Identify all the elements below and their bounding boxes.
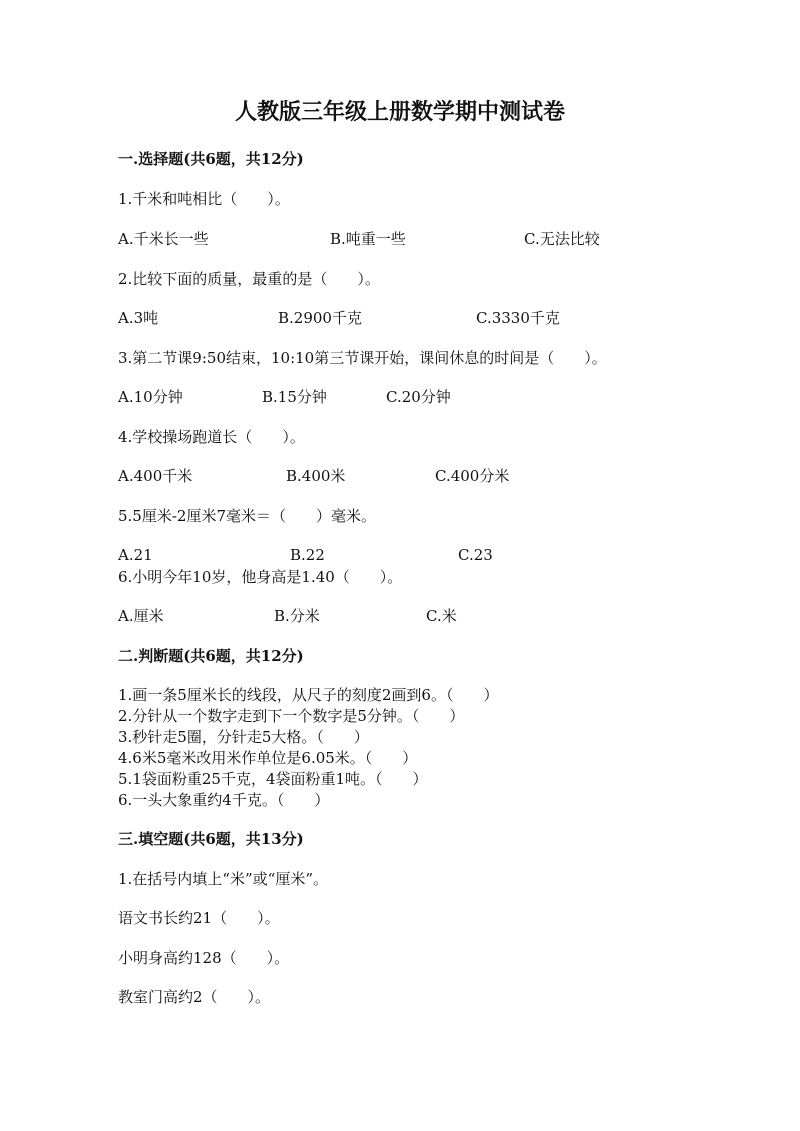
question-3-option-c: C.20分钟: [386, 388, 451, 406]
page-title: 人教版三年级上册数学期中测试卷: [234, 99, 565, 125]
question-2-option-a: A.3吨: [118, 309, 159, 327]
question-2-stem: 2.比较下面的质量，最重的是（ ）。: [118, 270, 380, 288]
question-1-option-b: B.吨重一些: [330, 230, 406, 248]
question-2-option-b: B.2900千克: [278, 309, 362, 327]
fill-question-1-stem: 1.在括号内填上“米”或“厘米”。: [118, 870, 328, 888]
question-4-option-a: A.400千米: [118, 467, 193, 485]
judge-item-4: 4.6米5毫米改用米作单位是6.05米。（ ）: [118, 749, 418, 767]
question-6-option-c: C.米: [426, 607, 457, 625]
judge-item-1: 1.画一条5厘米长的线段，从尺子的刻度2画到6。（ ）: [118, 686, 499, 704]
section-heading-choice: 一.选择题(共6题，共12分): [118, 150, 304, 168]
question-4-option-c: C.400分米: [435, 467, 510, 485]
question-1-option-a: A.千米长一些: [118, 230, 209, 248]
question-5-option-c: C.23: [458, 546, 493, 564]
fill-line-2: 小明身高约128（ ）。: [118, 949, 290, 967]
question-1-option-c: C.无法比较: [524, 230, 600, 248]
judge-item-3: 3.秒针走5圈，分针走5大格。（ ）: [118, 728, 369, 746]
question-6-option-a: A.厘米: [118, 607, 164, 625]
question-3-option-b: B.15分钟: [262, 388, 327, 406]
section-heading-fill: 三.填空题(共6题，共13分): [118, 830, 304, 848]
question-6-stem: 6.小明今年10岁，他身高是1.40（ ）。: [118, 568, 403, 586]
question-5-option-b: B.22: [290, 546, 325, 564]
judge-item-5: 5.1袋面粉重25千克，4袋面粉重1吨。（ ）: [118, 770, 428, 788]
section-heading-judge: 二.判断题(共6题，共12分): [118, 647, 304, 665]
question-5-option-a: A.21: [118, 546, 153, 564]
judge-item-2: 2.分针从一个数字走到下一个数字是5分钟。（ ）: [118, 707, 465, 725]
fill-line-3: 教室门高约2（ ）。: [118, 988, 271, 1006]
question-3-option-a: A.10分钟: [118, 388, 183, 406]
fill-line-1: 语文书长约21（ ）。: [118, 909, 280, 927]
question-4-option-b: B.400米: [286, 467, 346, 485]
question-3-stem: 3.第二节课9:50结束，10:10第三节课开始，课间休息的时间是（ ）。: [118, 349, 607, 367]
question-1-stem: 1.千米和吨相比（ ）。: [118, 190, 290, 208]
question-5-stem: 5.5厘米-2厘米7毫米＝（ ）毫米。: [118, 507, 377, 525]
question-6-option-b: B.分米: [274, 607, 320, 625]
judge-item-6: 6.一头大象重约4千克。（ ）: [118, 791, 330, 809]
question-2-option-c: C.3330千克: [476, 309, 560, 327]
question-4-stem: 4.学校操场跑道长（ ）。: [118, 428, 305, 446]
